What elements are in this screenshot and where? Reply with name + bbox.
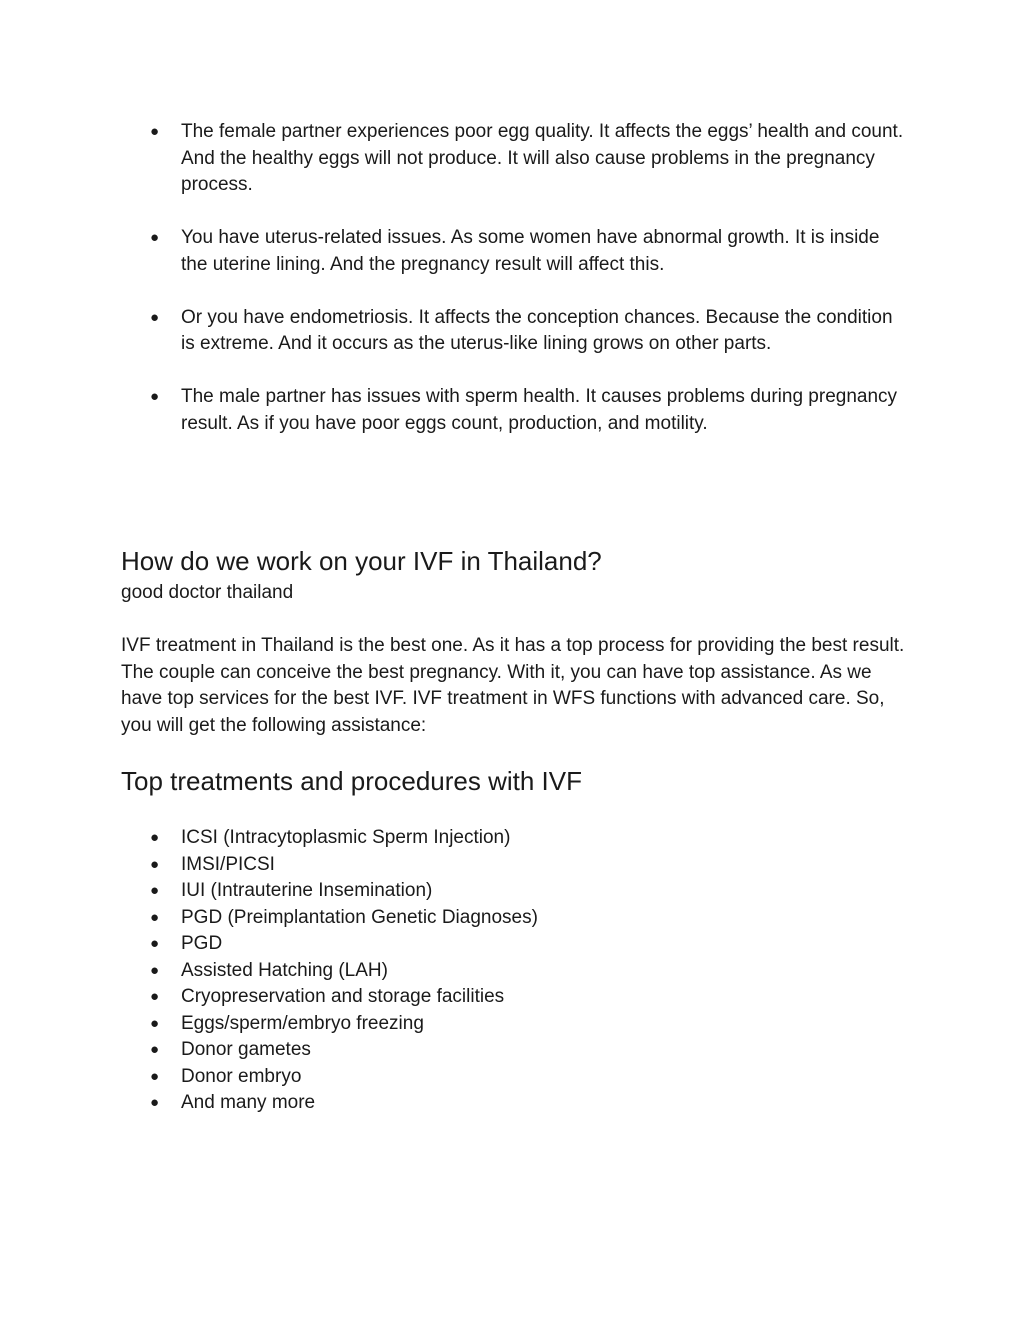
work-section-subtitle: good doctor thailand (121, 582, 294, 603)
treatment-text: Cryopreservation and storage facilities (181, 986, 505, 1007)
treatment-text: Donor embryo (181, 1065, 302, 1087)
bullet-icon: ● (150, 882, 160, 899)
bullet-icon: ● (150, 961, 160, 979)
conditions-bullet-list (0, 119, 1024, 437)
list-item (0, 1011, 1024, 1038)
treatments-bullet-list (0, 825, 1024, 1117)
bullet-icon: ● (150, 1094, 160, 1111)
bullet-icon: ● (150, 935, 160, 952)
list-item (0, 852, 1024, 879)
list-item (0, 1064, 1024, 1091)
treatment-text: PGD (Preimplantation Genetic Diagnoses) (181, 906, 538, 928)
treatments-section-heading: Top treatments and procedures with IVF (121, 766, 583, 796)
list-item (0, 225, 1024, 278)
list-item (0, 905, 1024, 932)
list-item (0, 119, 1024, 199)
treatment-text: And many more (181, 1092, 316, 1113)
work-section-heading: How do we work on your IVF in Thailand? (121, 546, 602, 576)
treatment-text: PGD (181, 933, 223, 954)
bullet-icon: ● (150, 1014, 160, 1032)
treatment-text: Assisted Hatching (LAH) (181, 959, 388, 981)
bullet-icon: ● (150, 1041, 160, 1058)
bullet-text: Or you have endometriosis. It affects the conception chances. Because the condition is extreme. And it occurs as the uterus-like lining grows on other parts. (181, 306, 893, 354)
bullet-icon: ● (150, 988, 160, 1005)
bullet-icon: ● (150, 229, 160, 246)
bullet-icon: ● (150, 1067, 160, 1085)
list-item (0, 1037, 1024, 1064)
bullet-icon: ● (150, 308, 160, 326)
treatment-text: Eggs/sperm/embryo freezing (181, 1012, 424, 1034)
list-item (0, 878, 1024, 905)
bullet-icon: ● (150, 829, 160, 846)
bullet-text: The male partner has issues with sperm health. It causes problems during pregnancy result. As if you have poor eggs count, production, and motility. (181, 386, 898, 434)
list-item (0, 958, 1024, 985)
list-item (0, 384, 1024, 437)
treatment-text: ICSI (Intracytoplasmic Sperm Injection) (181, 827, 511, 848)
treatment-text: IUI (Intrauterine Insemination) (181, 880, 433, 901)
bullet-icon: ● (150, 123, 160, 140)
bullet-icon: ● (150, 908, 160, 926)
list-item (0, 1090, 1024, 1117)
bullet-icon: ● (150, 855, 160, 873)
list-item (0, 825, 1024, 852)
work-section-paragraph: IVF treatment in Thailand is the best one. As it has a top process for providing the best result. The couple can conceive the best pregnancy. With it, you can have top assistance. As we have top services for the best IVF. IVF treatment in WFS functions with advanced care. So, you will get the following assistance: (121, 635, 905, 736)
bullet-text: The female partner experiences poor egg quality. It affects the eggs’ health and count. And the healthy eggs will not produce. It will also cause problems in the pregnancy process. (181, 121, 904, 195)
treatment-text: IMSI/PICSI (181, 853, 275, 875)
bullet-icon: ● (150, 388, 160, 405)
bullet-text: You have uterus-related issues. As some women have abnormal growth. It is inside the uterine lining. And the pregnancy result will affect this. (181, 227, 880, 275)
list-item (0, 931, 1024, 958)
treatment-text: Donor gametes (181, 1039, 311, 1060)
list-item (0, 984, 1024, 1011)
list-item (0, 305, 1024, 358)
